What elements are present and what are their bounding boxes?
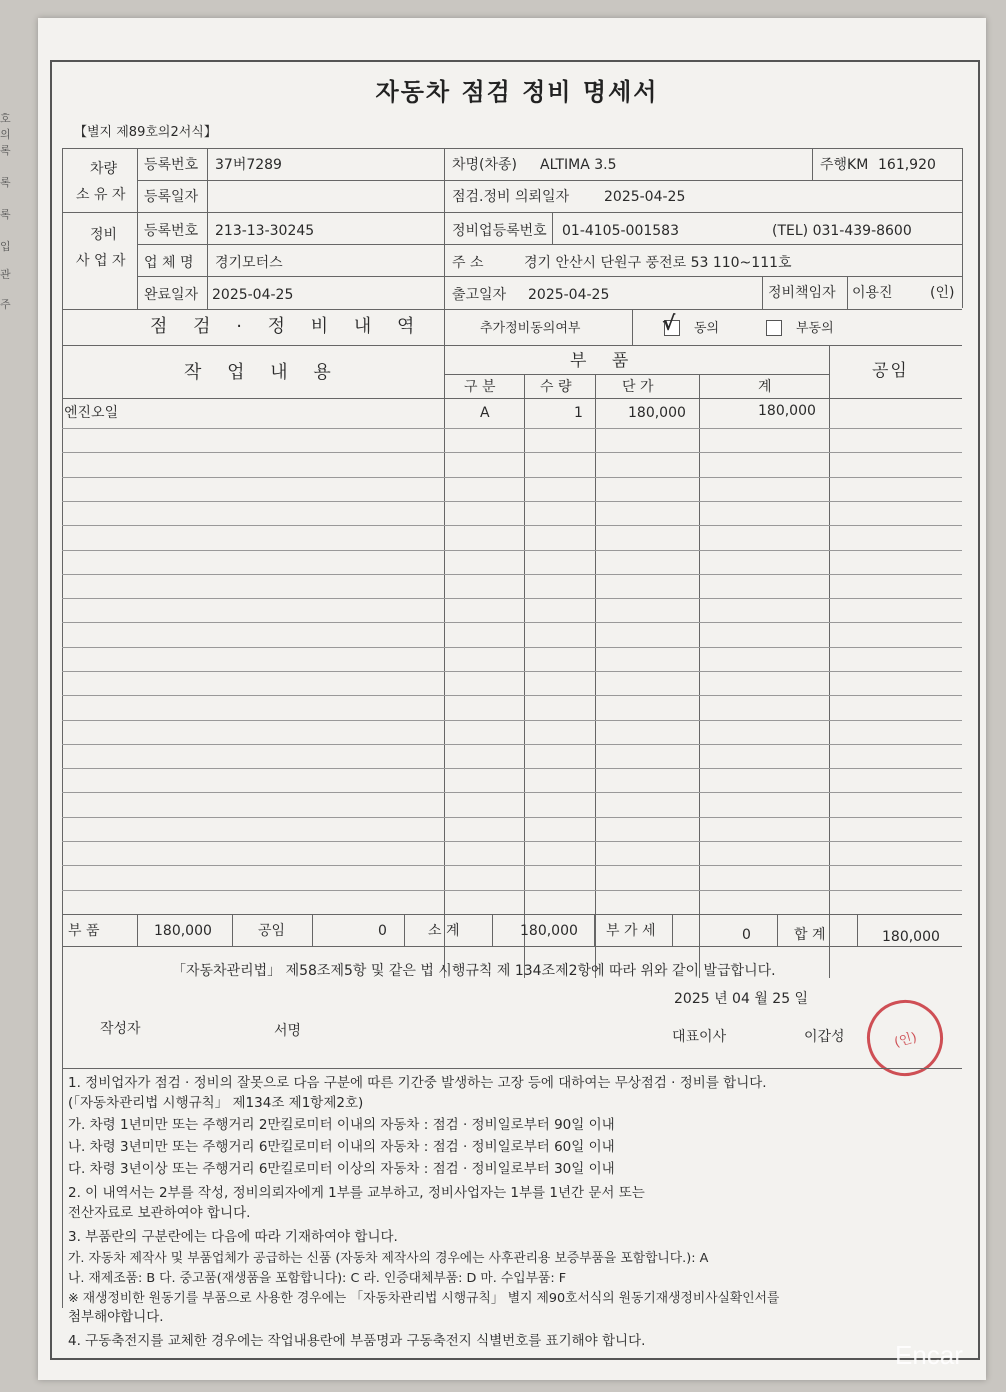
table-row [62, 768, 962, 769]
table-row [62, 525, 962, 526]
table-row [62, 792, 962, 793]
complete-date: 2025-04-25 [212, 287, 294, 303]
shop-reg-no: 213-13-30245 [215, 223, 315, 239]
inspection-form: 자동차 점검 정비 명세서 【별지 제89호의2서식】 차량 소 유 자 등록번호 37버7289 등록일자 차명(차종) ALTIMA 3.5 주행KM 161,920 점검.정비 의뢰일자 2025-04-25 정비 사 업 자 등록번호 213-13-30245 정비업등록번호 01-4105-001583 (TEL) 031-439-8600 업 체 명 경기모터스 주 소 경기 안산시 단원구 풍전로 53 110~111호 완료일자 2025-04-25 출고일자 2025-04-25 정비책임자 이용진 (인) 점 검 · 정 비 내 역 추가정비동의여부 √ 동의 부동의 작 업 내 용 부 품 공임 구 분 수 량 단 가 계 엔진오일 A 1 180,000 180,000 부 품 180,000 공임 0 소 계 180,000 부 가 세 0 합 계 180,000 「자동차관리법」 제58조제5항 및 같은 법 시행규칙 제 134조제2항에 따라 위와 같이 발급합니다. 2025 년 04 월 25 일 작성자 서명 대표이사 이갑성 (인) 1. 정비업자가 점검 · 정비의 잘못으로 다음 구분에 따른 기간중 발생하는 고장 등에 대하여는 무상점검 · 정비를 합니다. (「자동차관리법 시행규칙」 제134조 제1항제2호) 가. 차령 1년미만 또는 주행거리 2만킬로미터 이내의 자동차 : 점검 · 정비일로부터 90일 이내 나. 차령 3년미만 또는 주행거리 6만킬로미터 이내의 자동차 : 점검 · 정비일로부터 60일 이내 다. 차령 3년이상 또는 주행거리 6만킬로미터 이상의 자동차 : 점검 · 정비일로부터 30일 이내 2. 이 내역서는 2부를 작성, 정비의뢰자에게 1부를 교부하고, 정비사업자는 1부를 1년간 문서 또는 전산자료로 보관하여야 합니다. 3. 부품란의 구분란에는 다음에 따라 기재하여야 합니다. 가. 자동차 제작사 및 부품업체가 공급하는 신품 (자동차 제작사의 경우에는 사후관리용 보증부품을 포함합니다.): A 나. 재제조품: B 다. 중고품(재생품을 포함합니다): C 라. 인증대체부품: D 마. 수입부품: F ※ 재생정비한 원동기를 부품으로 사용한 경우에는 「자동차관리법 시행규칙」 별지 제90호서식의 원동기재생정비사실확인서를 첨부해야합니다. 4. 구동축전지를 교체한 경우에는 작업내용란에 부품명과 구동축전지 식별번호를 표기해야 합니다. [50, 60, 980, 1360]
work-item: 엔진오일 [64, 405, 119, 421]
vat-total: 0 [742, 927, 751, 943]
table-row [62, 890, 962, 891]
check-mark-icon: √ [662, 311, 676, 335]
shop-name: 경기모터스 [215, 255, 283, 271]
table-row [62, 817, 962, 818]
encar-watermark: Encar [895, 1340, 963, 1370]
form-number: 【별지 제89호의2서식】 [74, 125, 217, 140]
grand-total: 180,000 [882, 929, 940, 945]
table-row [62, 744, 962, 745]
shop-address: 경기 안산시 단원구 풍전로 53 110~111호 [524, 255, 792, 271]
table-row [62, 720, 962, 721]
table-row [62, 841, 962, 842]
release-date: 2025-04-25 [528, 287, 610, 303]
table-row [62, 865, 962, 866]
work-header: 작 업 내 용 [184, 362, 341, 383]
shop-biz-reg-no: 01-4105-001583 [562, 223, 679, 239]
parts-header: 부 품 [570, 351, 639, 371]
table-row [62, 695, 962, 696]
subtotal: 180,000 [520, 923, 578, 939]
disagree-checkbox[interactable] [766, 320, 782, 336]
table-row [62, 622, 962, 623]
request-date: 2025-04-25 [604, 189, 686, 205]
company-seal-stamp: (인) [858, 991, 951, 1084]
parts-total: 180,000 [154, 923, 212, 939]
table-row [62, 647, 962, 648]
table-row [62, 671, 962, 672]
labor-total: 0 [378, 923, 387, 939]
details-heading: 점 검 · 정 비 내 역 [150, 316, 425, 337]
vehicle-reg-no: 37버7289 [215, 157, 282, 173]
table-row [62, 452, 962, 453]
document-title: 자동차 점검 정비 명세서 [375, 78, 659, 106]
representative-name: 이갑성 [804, 1029, 845, 1045]
car-name: ALTIMA 3.5 [540, 157, 617, 173]
labor-header: 공임 [872, 361, 909, 381]
manager-name: 이용진 [852, 285, 893, 301]
shop-tel: (TEL) 031-439-8600 [772, 223, 912, 239]
issue-statement: 「자동차관리법」 제58조제5항 및 같은 법 시행규칙 제 134조제2항에 따라 위와 같이 발급합니다. [172, 963, 776, 979]
table-row [62, 574, 962, 575]
table-row [62, 598, 962, 599]
mileage: 161,920 [878, 157, 936, 173]
table-row [62, 477, 962, 478]
issue-date: 2025 년 04 월 25 일 [674, 991, 809, 1007]
table-row [62, 501, 962, 502]
table-row [62, 428, 962, 429]
table-row [62, 550, 962, 551]
